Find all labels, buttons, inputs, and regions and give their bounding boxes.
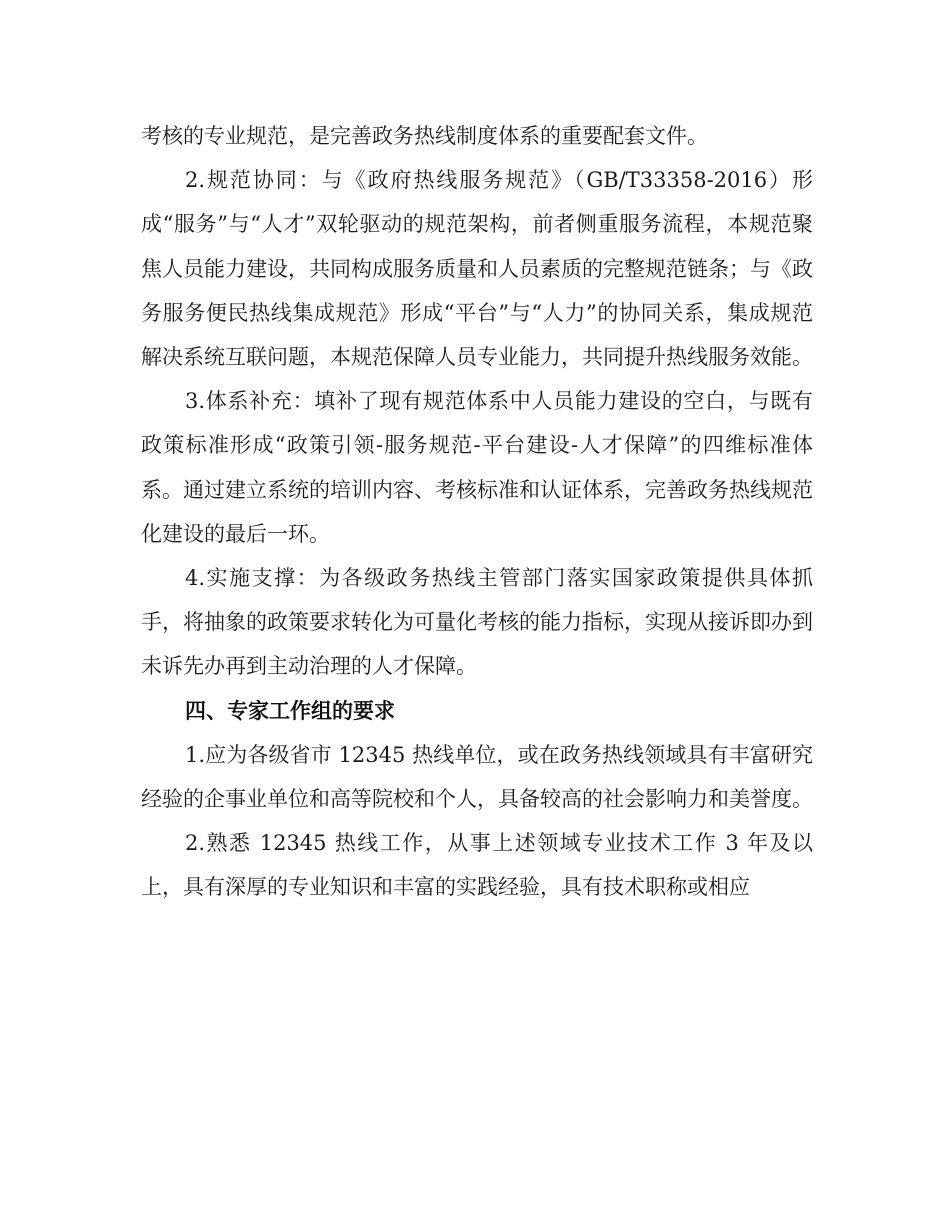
paragraph-system-supplement: 3.体系补充：填补了现有规范体系中人员能力建设的空白，与既有政策标准形成“政策引领-服务规范-平台建设-人才保障”的四维标准体系。通过建立系统的培训内容、考核标准和认证体系，完善政务热线规范化建设的最后一环。 — [141, 389, 813, 546]
paragraph-standard-coordination: 2.规范协同：与《政府热线服务规范》（GB/T33358-2016）形成“服务”与“人才”双轮驱动的规范架构，前者侧重服务流程，本规范聚焦人员能力建设，共同构成服务质量和人员素质的完整规范链条；与《政务服务便民热线集成规范》形成“平台”与“人力”的协同关系，集成规范解决系统互联问题，本规范保障人员专业能力，共同提升热线服务效能。 — [141, 168, 813, 370]
document-body — [141, 114, 813, 910]
paragraph-implementation-support: 4.实施支撑：为各级政务热线主管部门落实国家政策提供具体抓手，将抽象的政策要求转化为可量化考核的能力指标，实现从接诉即办到未诉先办再到主动治理的人才保障。 — [141, 566, 813, 679]
paragraph-continuation: 考核的专业规范，是完善政务热线制度体系的重要配套文件。 — [141, 124, 708, 148]
section-heading-expert-requirements: 四、专家工作组的要求 — [185, 698, 395, 723]
paragraph-requirement-1: 1.应为各级省市 12345 热线单位，或在政务热线领域具有丰富研究经验的企事业单位和高等院校和个人，具备较高的社会影响力和美誉度。 — [141, 742, 813, 812]
paragraph-requirement-2: 2.熟悉 12345 热线工作，从事上述领域专业技术工作 3 年及以上，具有深厚的专业知识和丰富的实践经验，具有技术职称或相应 — [141, 831, 813, 900]
